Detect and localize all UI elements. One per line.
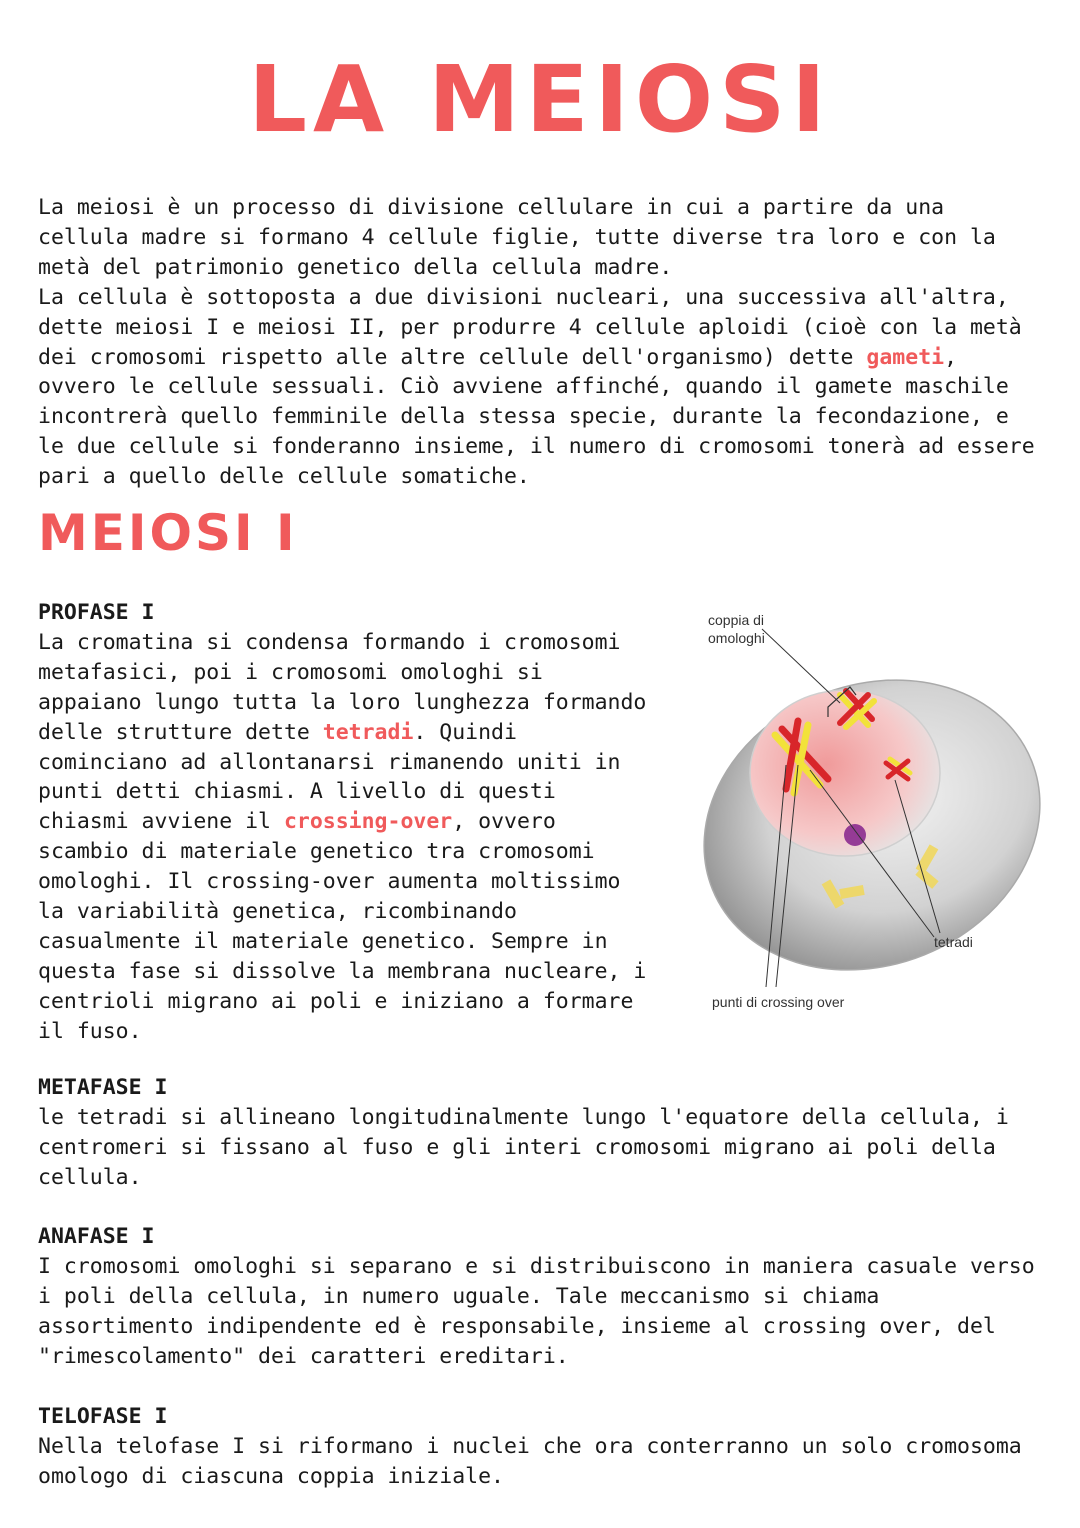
telofase-section — [38, 1402, 1048, 1492]
profase-section — [38, 598, 678, 1047]
label-crossing: punti di crossing over — [712, 994, 845, 1010]
profase-text-1: La cromatina si condensa formando i cromosomi metafasici, poi i cromosomi omologhi si appaiano lungo tutta la loro lunghezza formando delle strutture dette — [38, 629, 647, 745]
leader-pair — [762, 629, 840, 703]
metafase-section — [38, 1073, 1048, 1193]
section-title-meiosi-1: MEIOSI I — [38, 504, 298, 562]
intro-text-2b: , ovvero le cellule sessuali. Ciò avviene affinché, quando il gamete maschile incontrerà quello femminile della stessa specie, durante la fecondazione, e le due cellule si fonderanno insieme, il numero di cromosomi tonerà ad essere pari a quello delle cellule somatiche. — [38, 344, 1035, 490]
metafase-text: le tetradi si allineano longitudinalmente lungo l'equatore della cellula, i centromeri si fissano al fuso e gli interi cromosomi migrano ai poli della cellula. — [38, 1104, 1009, 1190]
profase-text-3: , ovvero scambio di materiale genetico tra cromosomi omologhi. Il crossing-over aumenta moltissimo la variabilità genetica, ricombinando casualmente il materiale genetico. Sempre in questa fase si dissolve la membrana nucleare, i centrioli migrano ai poli e iniziano a formare il fuso. — [38, 809, 647, 1044]
profase-text-2: . Quindi cominciano ad allontanarsi rimanendo uniti in punti detti chiasmi. A livello di questi chiasmi avviene il — [38, 719, 621, 835]
intro-text-2a: La cellula è sottoposta a due divisioni nucleari, una successiva all'altra, dette meiosi I e meiosi II, per produrre 4 cellule aploidi (cioè con la metà dei cromosomi rispetto alle altre cellule dell'organismo) dette — [38, 284, 1022, 370]
intro-text-1: La meiosi è un processo di divisione cellulare in cui a partire da una cellula madre si formano 4 cellule figlie, tutte diverse tra loro e con la metà del patrimonio genetico della cellula madre. — [38, 195, 996, 280]
metafase-heading: METAFASE I — [38, 1075, 168, 1100]
highlight-tetradi: tetradi — [322, 719, 414, 745]
telofase-heading: TELOFASE I — [38, 1404, 168, 1429]
label-tetradi: tetradi — [934, 934, 973, 950]
highlight-crossing-over: crossing-over — [283, 809, 453, 835]
page-title: LA MEIOSI — [248, 46, 832, 153]
highlight-gameti: gameti — [866, 344, 945, 370]
profase-heading: PROFASE I — [38, 600, 155, 625]
anafase-text: I cromosomi omologhi si separano e si distribuiscono in maniera casuale verso i poli della cellula, in numero uguale. Tale meccanismo si chiama assortimento indipendente ed è responsabile, insieme al crossing over, del "rimescolamento" dei caratteri ereditari. — [38, 1253, 1035, 1369]
anafase-heading: ANAFASE I — [38, 1224, 155, 1249]
nucleolus — [844, 824, 866, 846]
label-coppia-1: coppia di — [708, 612, 765, 628]
profase-diagram — [690, 595, 1050, 1025]
intro-paragraph — [38, 193, 1048, 492]
telofase-text: Nella telofase I si riformano i nuclei che ora conterranno un solo cromosoma omologo di ciascuna coppia iniziale. — [38, 1433, 1022, 1489]
label-coppia-2: omologhi — [708, 630, 765, 646]
anafase-section — [38, 1222, 1048, 1372]
